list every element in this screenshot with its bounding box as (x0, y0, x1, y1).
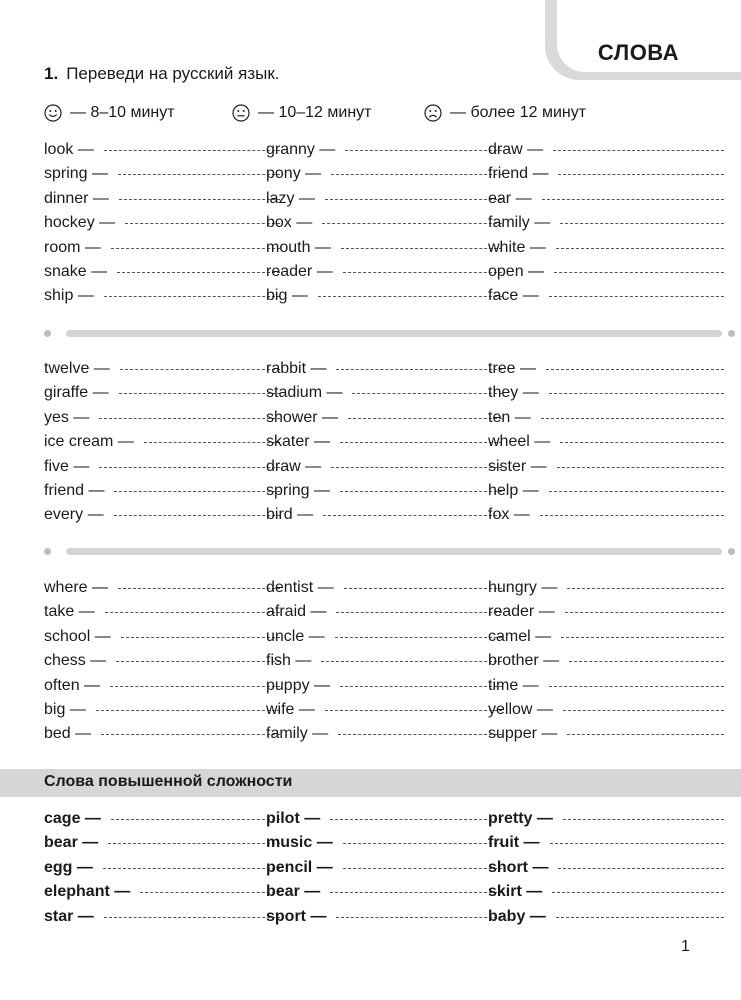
english-word: skirt — (488, 883, 543, 901)
english-word: time — (488, 676, 539, 694)
english-word: family — (266, 725, 329, 743)
word-row (44, 628, 280, 646)
english-word: ice cream — (44, 433, 134, 451)
word-row (488, 628, 724, 646)
answer-line[interactable] (108, 843, 280, 844)
answer-line[interactable] (104, 917, 280, 918)
english-word: shower — (266, 408, 339, 426)
answer-line[interactable] (541, 418, 724, 419)
word-row (488, 579, 724, 597)
answer-line[interactable] (352, 393, 502, 394)
word-row (266, 603, 502, 621)
answer-line[interactable] (558, 174, 724, 175)
word-row (266, 859, 502, 877)
legend-item-fast (44, 104, 175, 122)
english-word: friend — (44, 482, 105, 499)
answer-line[interactable] (321, 661, 502, 662)
english-word: wheel — (488, 433, 551, 451)
english-word: rabbit — (266, 360, 327, 377)
answer-line[interactable] (560, 223, 724, 224)
word-row (488, 908, 724, 926)
separator-dot (728, 330, 735, 337)
english-word: they — (488, 384, 539, 402)
answer-line[interactable] (99, 418, 280, 419)
answer-line[interactable] (140, 892, 280, 893)
english-word: yes — (44, 408, 90, 426)
english-word: pretty — (488, 810, 553, 827)
answer-line[interactable] (118, 588, 280, 589)
word-row (44, 652, 280, 670)
answer-line[interactable] (549, 296, 724, 297)
english-word: five — (44, 457, 90, 475)
word-row (266, 458, 502, 476)
word-row (44, 506, 280, 524)
word-row (44, 677, 280, 695)
answer-line[interactable] (323, 515, 502, 516)
english-word: reader — (488, 603, 555, 621)
word-row (488, 883, 724, 901)
english-word: chess — (44, 652, 107, 670)
english-word: box — (266, 214, 313, 232)
english-word: uncle — (266, 627, 325, 645)
english-word: bear — (44, 834, 99, 852)
answer-line[interactable] (343, 843, 502, 844)
answer-line[interactable] (105, 612, 280, 613)
english-word: giraffe — (44, 384, 109, 402)
task-text: Переведи на русский язык. (66, 64, 280, 83)
word-row (44, 141, 280, 159)
english-word: twelve — (44, 360, 110, 377)
word-row (266, 677, 502, 695)
english-word: fruit — (488, 834, 540, 852)
answer-line[interactable] (325, 710, 502, 711)
word-row (266, 628, 502, 646)
answer-line[interactable] (331, 467, 502, 468)
english-word: snake — (44, 263, 108, 280)
answer-line[interactable] (344, 588, 502, 589)
word-row (488, 701, 724, 719)
section-title: СЛОВА (597, 40, 679, 65)
word-row (488, 384, 724, 402)
english-word: ten — (488, 408, 531, 426)
answer-line[interactable] (335, 637, 502, 638)
answer-line[interactable] (125, 223, 280, 224)
english-word: help — (488, 482, 539, 499)
word-row (488, 214, 724, 232)
answer-line[interactable] (336, 369, 502, 370)
english-word: granny — (266, 141, 336, 158)
answer-line[interactable] (552, 892, 724, 893)
word-row (266, 810, 502, 828)
english-word: fox — (488, 506, 530, 524)
word-row (488, 834, 724, 852)
word-row (44, 263, 280, 281)
word-row (44, 883, 280, 901)
answer-line[interactable] (556, 917, 724, 918)
english-word: dinner — (44, 189, 109, 207)
english-word: stadium — (266, 384, 343, 402)
answer-line[interactable] (111, 819, 280, 820)
word-row (44, 384, 280, 402)
answer-line[interactable] (336, 612, 502, 613)
english-word: white — (488, 238, 546, 256)
answer-line[interactable] (560, 442, 724, 443)
english-word: bed — (44, 725, 92, 743)
english-word: cage — (44, 810, 101, 827)
answer-line[interactable] (120, 369, 280, 370)
word-row (488, 810, 724, 828)
answer-line[interactable] (348, 418, 502, 419)
answer-line[interactable] (554, 272, 724, 273)
word-row (488, 652, 724, 670)
word-row (266, 360, 502, 378)
english-word: where — (44, 579, 109, 596)
word-row (266, 165, 502, 183)
english-word: open — (488, 263, 545, 280)
english-word: family — (488, 214, 551, 232)
separator-bar (66, 330, 722, 337)
english-word: spring — (266, 482, 331, 499)
english-word: star — (44, 907, 94, 925)
english-word: take — (44, 603, 95, 621)
english-word: camel — (488, 627, 552, 645)
english-word: spring — (44, 165, 109, 183)
word-row (266, 883, 502, 901)
word-row (488, 603, 724, 621)
english-word: pencil — (266, 858, 333, 876)
english-word: every — (44, 506, 104, 524)
english-word: school — (44, 627, 111, 645)
answer-line[interactable] (117, 272, 280, 273)
word-row (488, 482, 724, 500)
answer-line[interactable] (104, 296, 280, 297)
word-row (266, 141, 502, 159)
english-word: big — (266, 287, 308, 305)
answer-line[interactable] (144, 442, 280, 443)
task-number: 1. (44, 64, 59, 83)
word-row (488, 190, 724, 208)
answer-line[interactable] (341, 248, 502, 249)
word-row (488, 409, 724, 427)
english-word: big — (44, 701, 86, 718)
separator-dot (44, 330, 51, 337)
separator-dot (44, 548, 51, 555)
answer-line[interactable] (340, 686, 502, 687)
word-row (488, 287, 724, 305)
word-row (266, 908, 502, 926)
answer-line[interactable] (549, 393, 724, 394)
english-word: hockey — (44, 214, 116, 232)
english-word: wife — (266, 701, 315, 718)
word-row (266, 834, 502, 852)
answer-line[interactable] (118, 174, 280, 175)
word-row (44, 409, 280, 427)
answer-line[interactable] (336, 917, 502, 918)
answer-line[interactable] (542, 199, 724, 200)
english-word: sport — (266, 907, 327, 925)
legend-text: — более 12 минут (450, 104, 587, 121)
word-row (266, 701, 502, 719)
word-row (266, 482, 502, 500)
answer-line[interactable] (557, 467, 724, 468)
word-row (44, 360, 280, 378)
word-row (44, 859, 280, 877)
word-row (44, 725, 280, 743)
word-row (266, 506, 502, 524)
word-row (44, 214, 280, 232)
answer-line[interactable] (561, 637, 724, 638)
legend-item-medium (232, 104, 371, 122)
english-word: puppy — (266, 676, 331, 694)
word-row (44, 701, 280, 719)
answer-line[interactable] (103, 868, 280, 869)
answer-line[interactable] (563, 819, 724, 820)
word-row (44, 834, 280, 852)
english-word: ear — (488, 189, 532, 207)
word-row (266, 579, 502, 597)
english-word: lazy — (266, 189, 315, 207)
english-word: often — (44, 676, 101, 694)
word-row (44, 810, 280, 828)
legend-text: — 8–10 минут (70, 104, 175, 121)
answer-line[interactable] (345, 150, 502, 151)
answer-line[interactable] (338, 734, 502, 735)
answer-line[interactable] (567, 588, 724, 589)
answer-line[interactable] (556, 248, 724, 249)
english-word: egg — (44, 858, 93, 876)
answer-line[interactable] (318, 296, 502, 297)
answer-line[interactable] (549, 686, 724, 687)
answer-line[interactable] (119, 199, 280, 200)
english-word: fish — (266, 652, 312, 670)
english-word: look — (44, 141, 94, 158)
english-word: mouth — (266, 238, 331, 256)
english-word: dentist — (266, 579, 334, 596)
english-word: face — (488, 287, 539, 305)
word-row (44, 165, 280, 183)
word-row (266, 433, 502, 451)
answer-line[interactable] (330, 819, 502, 820)
word-row (44, 908, 280, 926)
english-word: supper — (488, 725, 558, 743)
answer-line[interactable] (546, 369, 724, 370)
hard-words-title: Слова повышенной сложности (44, 773, 293, 790)
word-row (488, 859, 724, 877)
answer-line[interactable] (114, 491, 280, 492)
word-row (44, 603, 280, 621)
answer-line[interactable] (325, 199, 502, 200)
sad-face-icon (424, 104, 442, 122)
english-word: music — (266, 834, 333, 852)
word-row (266, 190, 502, 208)
english-word: friend — (488, 165, 549, 183)
word-row (488, 141, 724, 159)
english-word: hungry — (488, 579, 558, 596)
word-row (266, 652, 502, 670)
answer-line[interactable] (322, 223, 502, 224)
word-row (488, 725, 724, 743)
english-word: yellow — (488, 701, 553, 718)
english-word: brother — (488, 652, 560, 670)
separator-bar (66, 548, 722, 555)
word-row (44, 287, 280, 305)
answer-line[interactable] (96, 710, 280, 711)
word-row (488, 506, 724, 524)
english-word: baby — (488, 907, 546, 925)
word-row (488, 677, 724, 695)
word-row (488, 360, 724, 378)
answer-line[interactable] (565, 612, 724, 613)
answer-line[interactable] (343, 272, 502, 273)
answer-line[interactable] (101, 734, 280, 735)
answer-line[interactable] (114, 515, 280, 516)
english-word: afraid — (266, 603, 327, 621)
answer-line[interactable] (340, 442, 502, 443)
english-word: bear — (266, 883, 321, 901)
word-row (266, 287, 502, 305)
english-word: pilot — (266, 810, 321, 827)
page-number: 1 (681, 938, 690, 955)
english-word: tree — (488, 360, 537, 377)
word-row (44, 239, 280, 257)
answer-line[interactable] (111, 248, 280, 249)
task-instruction (44, 64, 280, 84)
answer-line[interactable] (116, 661, 280, 662)
word-row (488, 165, 724, 183)
english-word: pony — (266, 165, 322, 183)
answer-line[interactable] (340, 491, 502, 492)
neutral-face-icon (232, 104, 250, 122)
english-word: ship — (44, 287, 94, 305)
answer-line[interactable] (558, 868, 724, 869)
answer-line[interactable] (343, 868, 502, 869)
answer-line[interactable] (121, 637, 280, 638)
answer-line[interactable] (331, 174, 502, 175)
answer-line[interactable] (563, 710, 724, 711)
answer-line[interactable] (550, 843, 724, 844)
english-word: bird — (266, 506, 314, 524)
answer-line[interactable] (567, 734, 724, 735)
smiling-face-icon (44, 104, 62, 122)
word-row (44, 458, 280, 476)
english-word: skater — (266, 433, 331, 451)
word-row (488, 433, 724, 451)
answer-line[interactable] (330, 892, 502, 893)
answer-line[interactable] (110, 686, 280, 687)
word-row (266, 214, 502, 232)
word-row (44, 482, 280, 500)
answer-line[interactable] (540, 515, 724, 516)
english-word: room — (44, 238, 101, 256)
answer-line[interactable] (569, 661, 724, 662)
english-word: short — (488, 858, 549, 876)
english-word: sister — (488, 457, 547, 475)
legend-text: — 10–12 минут (258, 104, 372, 121)
word-row (44, 190, 280, 208)
word-row (488, 458, 724, 476)
english-word: reader — (266, 263, 333, 280)
answer-line[interactable] (549, 491, 724, 492)
english-word: elephant — (44, 883, 131, 901)
answer-line[interactable] (99, 467, 280, 468)
word-row (488, 263, 724, 281)
word-row (44, 579, 280, 597)
word-row (266, 263, 502, 281)
word-row (488, 239, 724, 257)
word-row (266, 725, 502, 743)
answer-line[interactable] (119, 393, 280, 394)
legend-item-slow (424, 104, 586, 122)
english-word: draw — (488, 141, 544, 158)
separator-dot (728, 548, 735, 555)
english-word: draw — (266, 457, 322, 475)
answer-line[interactable] (553, 150, 724, 151)
word-row (266, 239, 502, 257)
word-row (44, 433, 280, 451)
word-row (266, 384, 502, 402)
answer-line[interactable] (104, 150, 280, 151)
word-row (266, 409, 502, 427)
